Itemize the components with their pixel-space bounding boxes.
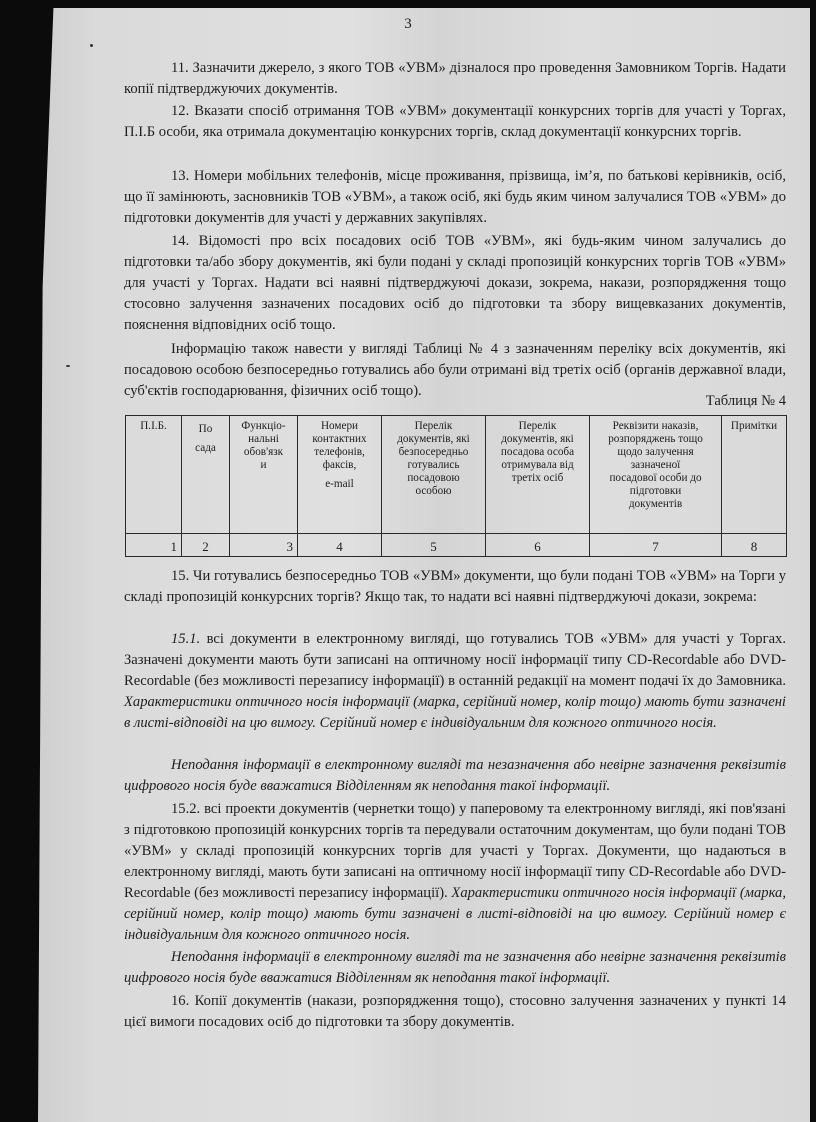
item-text: всі проекти документів (чернетки тощо) у паперовому та електронному вигляді, які пов'язані з підготовкою пропозицій конкурсних торгів та передували остаточним документам, що були подані ТОВ «УВМ» у складі пропозицій конкурсних торгів для участі у Торгах. Документи, що надаються в електронному вигляді, мають бути записані на оптичному носії інформації типу CD-Recordable або DVD-Recordable (без можливості перезапису інформації). [124, 801, 786, 901]
column-number: 6 [486, 534, 590, 557]
header-line: Перелік [518, 420, 557, 432]
header-line: Примітки [730, 420, 778, 432]
header-line: телефонів, [314, 446, 365, 458]
paragraph-12: 12. Вказати спосіб отримання ТОВ «УВМ» документації конкурсних торгів для участі у Торгах, П.І.Б особи, яка отримала документацію конкурсних торгів, склад документації конкурсних торгів. [124, 103, 786, 140]
paragraph-15-1 [124, 629, 786, 734]
header-line: Перелік [414, 420, 453, 432]
header-line: нальні [248, 433, 279, 445]
item-italic-note: Характеристики оптичного носія інформації (марка, серійний номер, колір тощо) мають бути зазначені в листі-відповіді на цю вимогу. Серійний номер є індивідуальним для кожного оптичного носія. [124, 885, 786, 943]
column-number: 7 [590, 534, 722, 557]
header-line: и [260, 459, 267, 471]
item-number: 15.1. [171, 631, 201, 647]
table-header-row [126, 416, 787, 534]
paragraph-15: 15. Чи готувались безпосередньо ТОВ «УВМ» документи, що були подані ТОВ «УВМ» на Торги у складі пропозицій конкурсних торгів? Якщо так, то надати всі наявні підтверджуючі докази, зокрема: [124, 568, 786, 605]
item-number: 15.2. [171, 801, 201, 817]
header-line: сада [195, 442, 216, 454]
item-italic-note: Характеристики оптичного носія інформації (марка, серійний номер, колір тощо) мають бути зазначені в листі-відповіді на цю вимогу. Серійний номер є індивідуальним для кожного оптичного носія. [124, 694, 786, 731]
paragraph-13: 13. Номери мобільних телефонів, місце проживання, прізвища, ім’я, по батькові керівників, осіб, що її замінюють, засновників ТОВ «УВМ», а також осіб, які будь яким чином залучалися ТОВ «УВМ» до підготовки документів для участі у державних закупівлях. [124, 168, 786, 226]
header-line: e-mail [325, 478, 354, 490]
header-order-details [590, 416, 722, 534]
header-line: розпоряджень тощо [608, 433, 703, 445]
header-pib [126, 416, 182, 534]
header-line: документів [628, 498, 683, 510]
scan-speck [90, 44, 93, 47]
column-number: 2 [182, 534, 230, 557]
paragraph-11: 11. Зазначити джерело, з якого ТОВ «УВМ» дізналося про проведення Замовником Торгів. Надати копії підтверджуючих документів. [124, 60, 786, 97]
header-line: готувались [407, 459, 460, 471]
header-line: посадовою [407, 472, 460, 484]
header-line: третіх осіб [511, 472, 564, 484]
header-duties [230, 416, 298, 534]
header-line: посадової особи до [609, 472, 702, 484]
paragraph-14: 14. Відомості про всіх посадових осіб ТОВ «УВМ», які будь-яким чином залучались до підготовки та/або збору документів, які були подані у складі пропозицій конкурсних торгів ТОВ «УВМ» для участі у Торгах. Надати всі наявні підтверджуючі докази, зокрема, накази, розпорядження тощо стосовно залучення зазначених посадових осіб до підготовки та збору вищевказаних документів, пояснення відповідних осіб тощо. [124, 233, 786, 333]
header-position [182, 416, 230, 534]
header-line: щодо залучення [617, 446, 694, 458]
header-line: факсів, [322, 459, 357, 471]
header-line: посадова особа [500, 446, 575, 458]
page-number: 3 [404, 16, 412, 32]
header-docs-received [486, 416, 590, 534]
table-caption: Таблиця № 4 [705, 393, 786, 409]
header-notes [722, 416, 787, 534]
column-number: 1 [126, 534, 182, 557]
table-4 [125, 415, 787, 557]
column-number: 8 [722, 534, 787, 557]
header-line: обов'язк [243, 446, 284, 458]
paragraph-table-info: Інформацію також навести у вигляді Таблиці № 4 з зазначенням переліку всіх документів, які посадовою особою безпосередньо готувались або були отримані від третіх осіб (органів державної влади, суб'єктів господарювання, фізичних осіб тощо). [124, 341, 786, 399]
header-line: контактних [312, 433, 367, 445]
item-text: всі документи в електронному вигляді, що готувались ТОВ «УВМ» для участі у Торгах. Зазначені документи мають бути записані на оптичному носії інформації типу CD-Recordable або DVD-Recordable (без можливості перезапису інформації) в останній редакції на момент подачі їх до Замовника. [124, 631, 786, 689]
header-line: отримувала від [501, 459, 574, 471]
header-docs-prepared [382, 416, 486, 534]
table-number-row [126, 534, 787, 557]
paragraph-15-1-warning: Неподання інформації в електронному вигляді та незазначення або невірне зазначення реквізитів цифрового носія буде вважатися Відділенням як неподання такої інформації. [124, 757, 786, 794]
header-line: безпосередньо [398, 446, 469, 458]
header-line: особою [415, 485, 452, 497]
scan-speck [66, 365, 70, 367]
header-line: Реквізити наказів, [612, 420, 699, 432]
paragraph-16: 16. Копії документів (накази, розпорядження тощо), стосовно залучення зазначених у пункті 14 цієї вимоги посадових осіб до підготовки та збору документів. [124, 993, 786, 1030]
header-line: документів, які [501, 433, 574, 445]
header-line: Функціо- [241, 420, 286, 432]
header-line: підготовки [629, 485, 682, 497]
header-line: По [198, 423, 213, 435]
header-line: зазначеної [630, 459, 681, 471]
header-contacts [298, 416, 382, 534]
column-number: 5 [382, 534, 486, 557]
paragraph-15-2-warning: Неподання інформації в електронному вигляді та не зазначення або невірне зазначення реквізитів цифрового носія буде вважатися Відділенням як неподання такої інформації. [124, 949, 786, 986]
header-line: Номери [320, 420, 359, 432]
column-number: 4 [298, 534, 382, 557]
header-line: документів, які [397, 433, 470, 445]
paragraph-15-2 [124, 799, 786, 946]
header-line: П.І.Б. [140, 420, 167, 432]
column-number: 3 [230, 534, 298, 557]
